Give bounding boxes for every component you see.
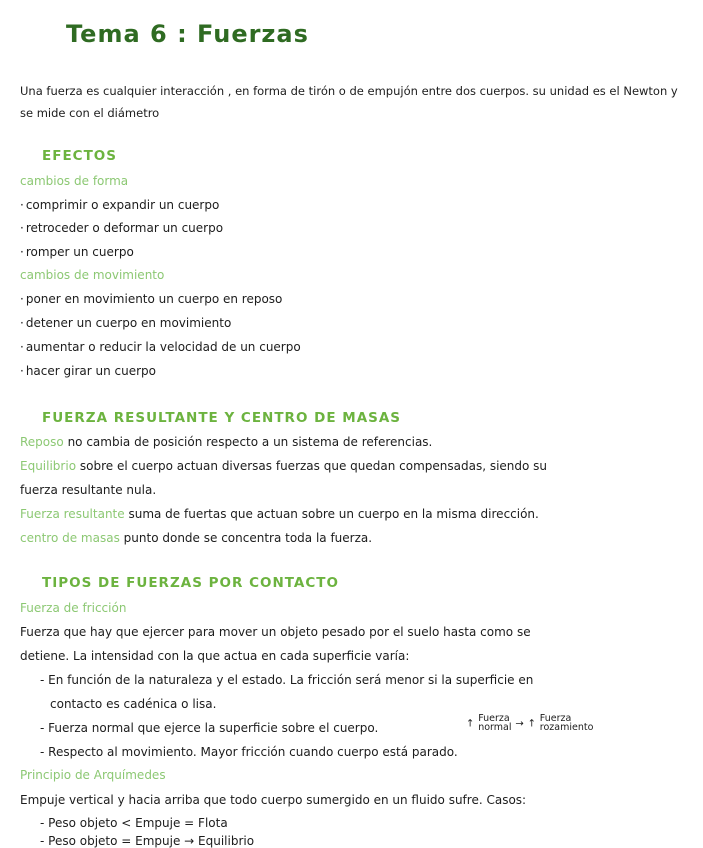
reposo-definition — [20, 435, 432, 449]
arquimedes-text: Empuje vertical y hacia arriba que todo cuerpo sumergido en un fluido sufre. Casos: — [20, 793, 527, 807]
fuerza-resultante-definition — [20, 507, 539, 521]
centro-masas-term: centro de masas — [20, 531, 120, 545]
reposo-text: no cambia de posición respecto a un sistema de referencias. — [67, 435, 433, 449]
friccion-item: - Respecto al movimiento. Mayor fricción cuando cuerpo está parado. — [40, 745, 458, 759]
fuerza-normal-note: Fuerza normal — [478, 713, 512, 733]
equilibrio-term: Equilibrio — [20, 459, 77, 473]
fuerza-rozamiento-note: Fuerza rozamiento — [539, 713, 594, 733]
centro-masas-text: punto donde se concentra toda la fuerza. — [123, 531, 373, 545]
fuerza-resultante-term: Fuerza resultante — [20, 507, 125, 521]
forma-item: · retroceder o deformar un cuerpo — [20, 221, 223, 235]
up-arrow-icon: ↑ — [527, 718, 536, 730]
friccion-item: - En función de la naturaleza y el estado. La fricción será menor si la superficie en — [40, 673, 534, 687]
up-arrow-icon: ↑ — [466, 718, 475, 730]
forma-label: cambios de forma — [20, 174, 129, 188]
right-arrow-icon: → — [515, 718, 524, 730]
arquimedes-label: Principio de Arquímedes — [20, 768, 166, 782]
friccion-item: - Fuerza normal que ejerce la superficie sobre el cuerpo. — [40, 721, 379, 735]
friccion-item-cont: contacto es cadénica o lisa. — [50, 697, 217, 711]
normal-vs-rozamiento-note — [466, 714, 593, 732]
movimiento-item: · hacer girar un cuerpo — [20, 364, 156, 378]
centro-masas-definition — [20, 531, 372, 545]
efectos-heading: EFECTOS — [42, 148, 117, 164]
forma-item: · comprimir o expandir un cuerpo — [20, 198, 219, 212]
page-title: Tema 6 : Fuerzas — [66, 20, 309, 48]
movimiento-item: · aumentar o reducir la velocidad de un cuerpo — [20, 340, 301, 354]
contacto-heading: TIPOS DE FUERZAS POR CONTACTO — [42, 575, 339, 591]
resultante-heading: FUERZA RESULTANTE Y CENTRO DE MASAS — [42, 410, 402, 426]
movimiento-item: · detener un cuerpo en movimiento — [20, 316, 231, 330]
friccion-text-cont: detiene. La intensidad con la que actua en cada superficie varía: — [20, 649, 410, 663]
intro-paragraph: Una fuerza es cualquier interacción , en forma de tirón o de empujón entre dos cuerpos. su unidad es el Newton y se mide con el diámetro — [20, 84, 678, 120]
fuerza-resultante-text: suma de fuertas que actuan sobre un cuerpo en la misma dirección. — [128, 507, 539, 521]
movimiento-label: cambios de movimiento — [20, 268, 165, 282]
forma-item: · romper un cuerpo — [20, 245, 134, 259]
friccion-text: Fuerza que hay que ejercer para mover un objeto pesado por el suelo hasta como se — [20, 625, 531, 639]
friccion-label: Fuerza de fricción — [20, 601, 127, 615]
reposo-term: Reposo — [20, 435, 64, 449]
equilibrio-text-cont: fuerza resultante nula. — [20, 483, 157, 497]
movimiento-item: · poner en movimiento un cuerpo en reposo — [20, 292, 282, 306]
equilibrio-definition — [20, 459, 547, 473]
equilibrio-text: sobre el cuerpo actuan diversas fuerzas que quedan compensadas, siendo su — [79, 459, 548, 473]
arquimedes-case: - Peso objeto < Empuje = Flota — [40, 816, 228, 830]
arquimedes-case: - Peso objeto = Empuje → Equilibrio — [40, 834, 255, 848]
